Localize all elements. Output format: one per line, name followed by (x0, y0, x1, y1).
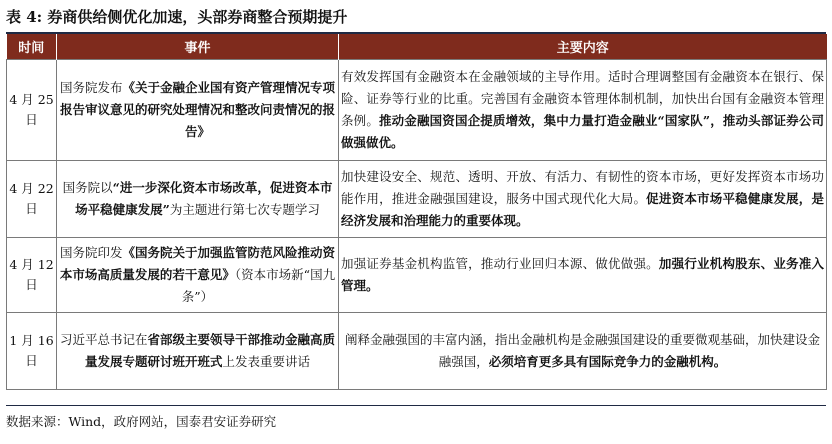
row-date: 4 月 12 日 (7, 238, 57, 313)
event-text: 国务院发布 (59, 80, 123, 95)
header-time: 时间 (7, 34, 57, 60)
row-date: 1 月 16 日 (7, 313, 57, 390)
row-content (339, 60, 827, 161)
row-event (57, 238, 339, 313)
content-text: 加快建设安全、规范、透明、开放、有活力、有韧性的资本市场，更好发挥资本市场功能作用，推进金融强国建设，服务中国式现代化大局。 (341, 169, 824, 206)
event-text: 国务院以 (62, 180, 113, 195)
row-date: 4 月 22 日 (7, 161, 57, 238)
content-bold-text: 推动金融国资国企提质增效，集中力量打造金融业“国家队”，推动头部证券公司做强做优。 (341, 113, 824, 150)
row-content (339, 161, 827, 238)
row-event (57, 313, 339, 390)
table-row (7, 60, 827, 161)
table-title: 表 4: 券商供给侧优化加速，头部券商整合预期提升 (6, 8, 348, 26)
event-bold-text: 《关于金融企业国有资产管理情况专项报告审议意见的研究处理情况和整改问责情况的报告》 (59, 80, 336, 139)
bottom-rule (6, 405, 826, 406)
content-text: 加强证券基金机构监管，推动行业回归本源、做优做强。 (341, 256, 659, 271)
row-event (57, 161, 339, 238)
policy-table (6, 34, 827, 390)
event-bold-text: 省部级主要领导干部推动金融高质量发展专题研讨班开班式 (84, 332, 336, 369)
content-text: 阐释金融强国的丰富内涵，指出金融机构是金融强国建设的重要微观基础，加快建设金融强国， (344, 332, 820, 369)
header-row (7, 34, 827, 60)
source-note: 数据来源：Wind，政府网站，国泰君安证券研究 (6, 414, 277, 429)
content-bold-text: 必须培育更多具有国际竞争力的金融机构。 (488, 354, 727, 369)
header-event: 事件 (57, 34, 339, 60)
event-text: 国务院印发 (59, 245, 123, 260)
content-bold-text: 加强行业机构股东、业务准入管理。 (341, 256, 824, 293)
row-event (57, 60, 339, 161)
event-tail-text: 上发表重要讲话 (222, 354, 311, 369)
event-text: 习近平总书记在 (59, 332, 148, 347)
table-row (7, 313, 827, 390)
row-date: 4 月 25 日 (7, 60, 57, 161)
event-bold-text: “进一步深化资本市场改革，促进资本市场平稳健康发展” (75, 180, 333, 217)
row-content (339, 238, 827, 313)
event-tail-text: 为主题进行第七次专题学习 (169, 202, 320, 217)
event-bold-text: 《国务院关于加强监管防范风险推动资本市场高质量发展的若干意见》 (59, 245, 336, 282)
header-content: 主要内容 (339, 34, 827, 60)
row-content (339, 313, 827, 390)
event-tail-text: （资本市场新“国九条”） (181, 267, 336, 304)
table-row (7, 238, 827, 313)
content-text: 有效发挥国有金融资本在金融领域的主导作用。适时合理调整国有金融资本在银行、保险、证券等行业的比重。完善国有金融资本管理体制机制，加快出台国有金融资本管理条例。 (341, 69, 824, 128)
table-row (7, 161, 827, 238)
content-bold-text: 促进资本市场平稳健康发展，是经济发展和治理能力的重要体现。 (341, 191, 824, 228)
